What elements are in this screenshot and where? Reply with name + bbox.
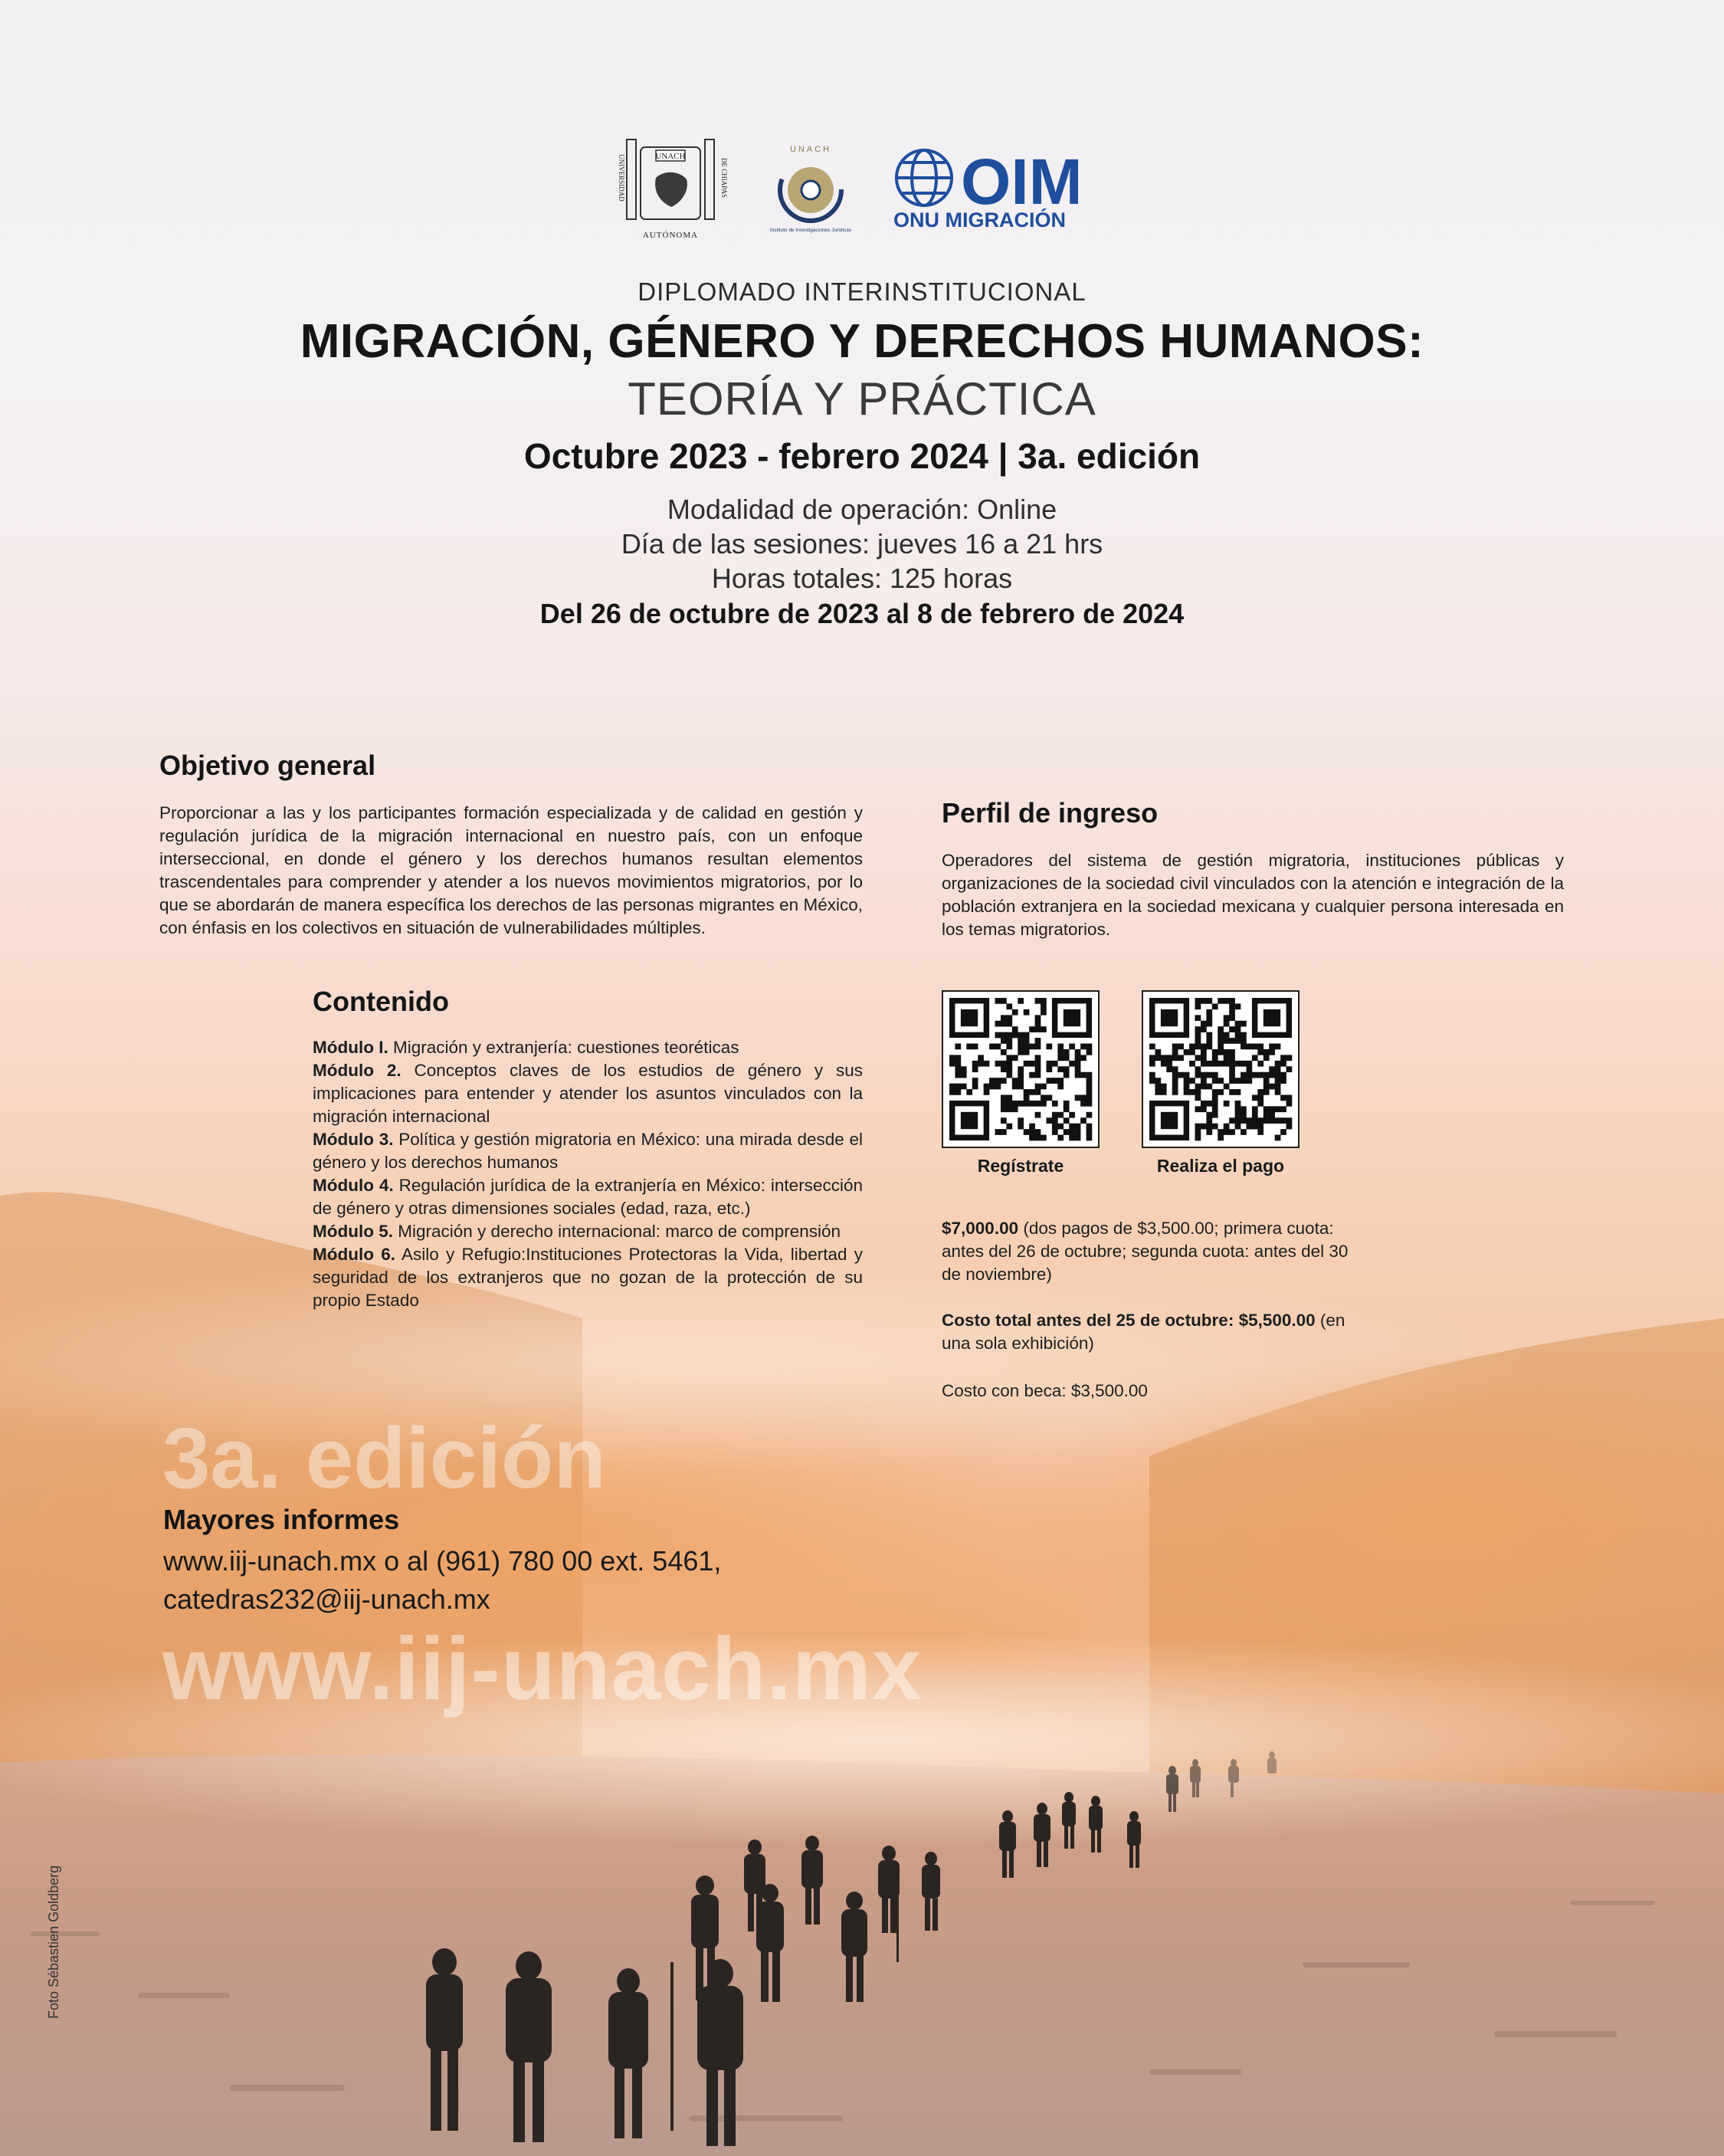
iij-logo-top-text: UNACH [789, 145, 832, 154]
register-qr-code[interactable] [942, 990, 1100, 1148]
iij-logo-arc-text: Instituto de Investigaciones Jurídicas [769, 228, 852, 233]
module-text: Conceptos claves de los estudios de género y sus implicaciones para entender y atender los asuntos vinculados con la migración internacional [313, 1061, 863, 1126]
unach-emblem-text: UNACH [655, 152, 686, 161]
oim-logo-name: OIM [961, 146, 1083, 218]
website-watermark: www.iij-unach.mx [162, 1619, 923, 1718]
module-item [313, 1036, 863, 1059]
module-text: Política y gestión migratoria en México: una mirada desde el género y los derechos humanos [313, 1130, 863, 1172]
edition-watermark: 3a. edición [162, 1410, 606, 1506]
payment-qr-code[interactable] [1142, 990, 1300, 1148]
module-text: Migración y extranjería: cuestiones teoréticas [393, 1038, 739, 1057]
payment-qr-label: Realiza el pago [1156, 1156, 1285, 1176]
oim-logo [893, 146, 1102, 231]
module-item [313, 1243, 863, 1312]
module-list [313, 1036, 863, 1312]
title-line-2: TEORÍA Y PRÁCTICA [628, 373, 1096, 425]
iij-logo [763, 139, 858, 238]
module-label: Módulo 5. [313, 1222, 393, 1241]
cost-full [942, 1217, 1371, 1286]
objective-heading: Objetivo general [159, 750, 376, 781]
title-line-1: MIGRACIÓN, GÉNERO Y DERECHOS HUMANOS: [300, 315, 1424, 368]
register-qr-label: Regístrate [977, 1156, 1064, 1176]
cost-early [942, 1309, 1371, 1355]
module-text: Migración y derecho internacional: marco de comprensión [398, 1222, 841, 1241]
unach-logo-text-right: DE CHIAPAS [720, 158, 728, 198]
module-item [313, 1174, 863, 1220]
module-label: Módulo 2. [313, 1061, 402, 1080]
session-days: Día de las sesiones: jueves 16 a 21 hrs [621, 528, 1103, 560]
program-type: DIPLOMADO INTERINSTITUCIONAL [637, 277, 1087, 306]
module-label: Módulo 3. [313, 1130, 394, 1149]
cost-early-details: (en una sola exhibición) [942, 1311, 1345, 1353]
photo-credit: Foto Sébastien Goldberg [46, 1865, 61, 2019]
module-item [313, 1059, 863, 1128]
profile-heading: Perfil de ingreso [942, 797, 1159, 829]
module-item [313, 1128, 863, 1174]
unach-logo-text-bottom: AUTÓNOMA [642, 231, 699, 240]
cost-early-amount: Costo total antes del 25 de octubre: $5,500.00 [942, 1311, 1316, 1330]
profile-text: Operadores del sistema de gestión migratoria, instituciones públicas y organizaciones de la sociedad civil vinculados con la atención e integración de la población extranjera en la sociedad mexicana y cualquier persona interesada en los temas migratorios. [942, 851, 1564, 939]
content-heading: Contenido [313, 986, 449, 1017]
more-info-heading: Mayores informes [163, 1504, 400, 1535]
period-edition: Octubre 2023 - febrero 2024 | 3a. edición [523, 436, 1201, 476]
oim-logo-subtitle: ONU MIGRACIÓN [893, 208, 1066, 231]
unach-logo [610, 132, 731, 245]
unach-logo-text-left: UNIVERSIDAD [618, 154, 625, 202]
module-item [313, 1220, 863, 1243]
module-label: Módulo I. [313, 1038, 388, 1057]
module-label: Módulo 6. [313, 1245, 395, 1264]
modality: Modalidad de operación: Online [667, 494, 1057, 525]
cost-full-details: (dos pagos de $3,500.00; primera cuota: antes del 26 de octubre; segunda cuota: antes del 30 de noviembre) [942, 1219, 1349, 1284]
more-info-contact[interactable]: www.iij-unach.mx o al (961) 780 00 ext. 5461, [163, 1545, 722, 1577]
cost-full-amount: $7,000.00 [942, 1219, 1019, 1238]
cost-scholarship: Costo con beca: $3,500.00 [942, 1381, 1148, 1400]
module-label: Módulo 4. [313, 1176, 394, 1195]
module-text: Asilo y Refugio:Instituciones Protectoras la Vida, libertad y seguridad de los extranjeros que no gozan de la protección de su propio Estado [313, 1245, 863, 1310]
qr-pattern [1143, 992, 1298, 1147]
course-dates: Del 26 de octubre de 2023 al 8 de febrero de 2024 [539, 598, 1185, 629]
objective-text: Proporcionar a las y los participantes formación especializada y de calidad en gestión y regulación jurídica de la migración internacional en nuestro país, con un enfoque interseccional, en donde el género y los derechos humanos resultan elementos trascendentales para comprender y atender a los nuevos movimientos migratorios, por lo que se abordarán de manera específica los derechos de las personas migrantes en México, con énfasis en los colectivos en situación de vulnerabilidades múltiples. [159, 803, 863, 937]
total-hours: Horas totales: 125 horas [711, 563, 1013, 594]
qr-pattern [943, 992, 1098, 1147]
module-text: Regulación jurídica de la extranjería en México: intersección de género y otras dimensiones sociales (edad, raza, etc.) [313, 1176, 863, 1218]
more-info-email[interactable]: catedras232@iij-unach.mx [163, 1583, 490, 1615]
